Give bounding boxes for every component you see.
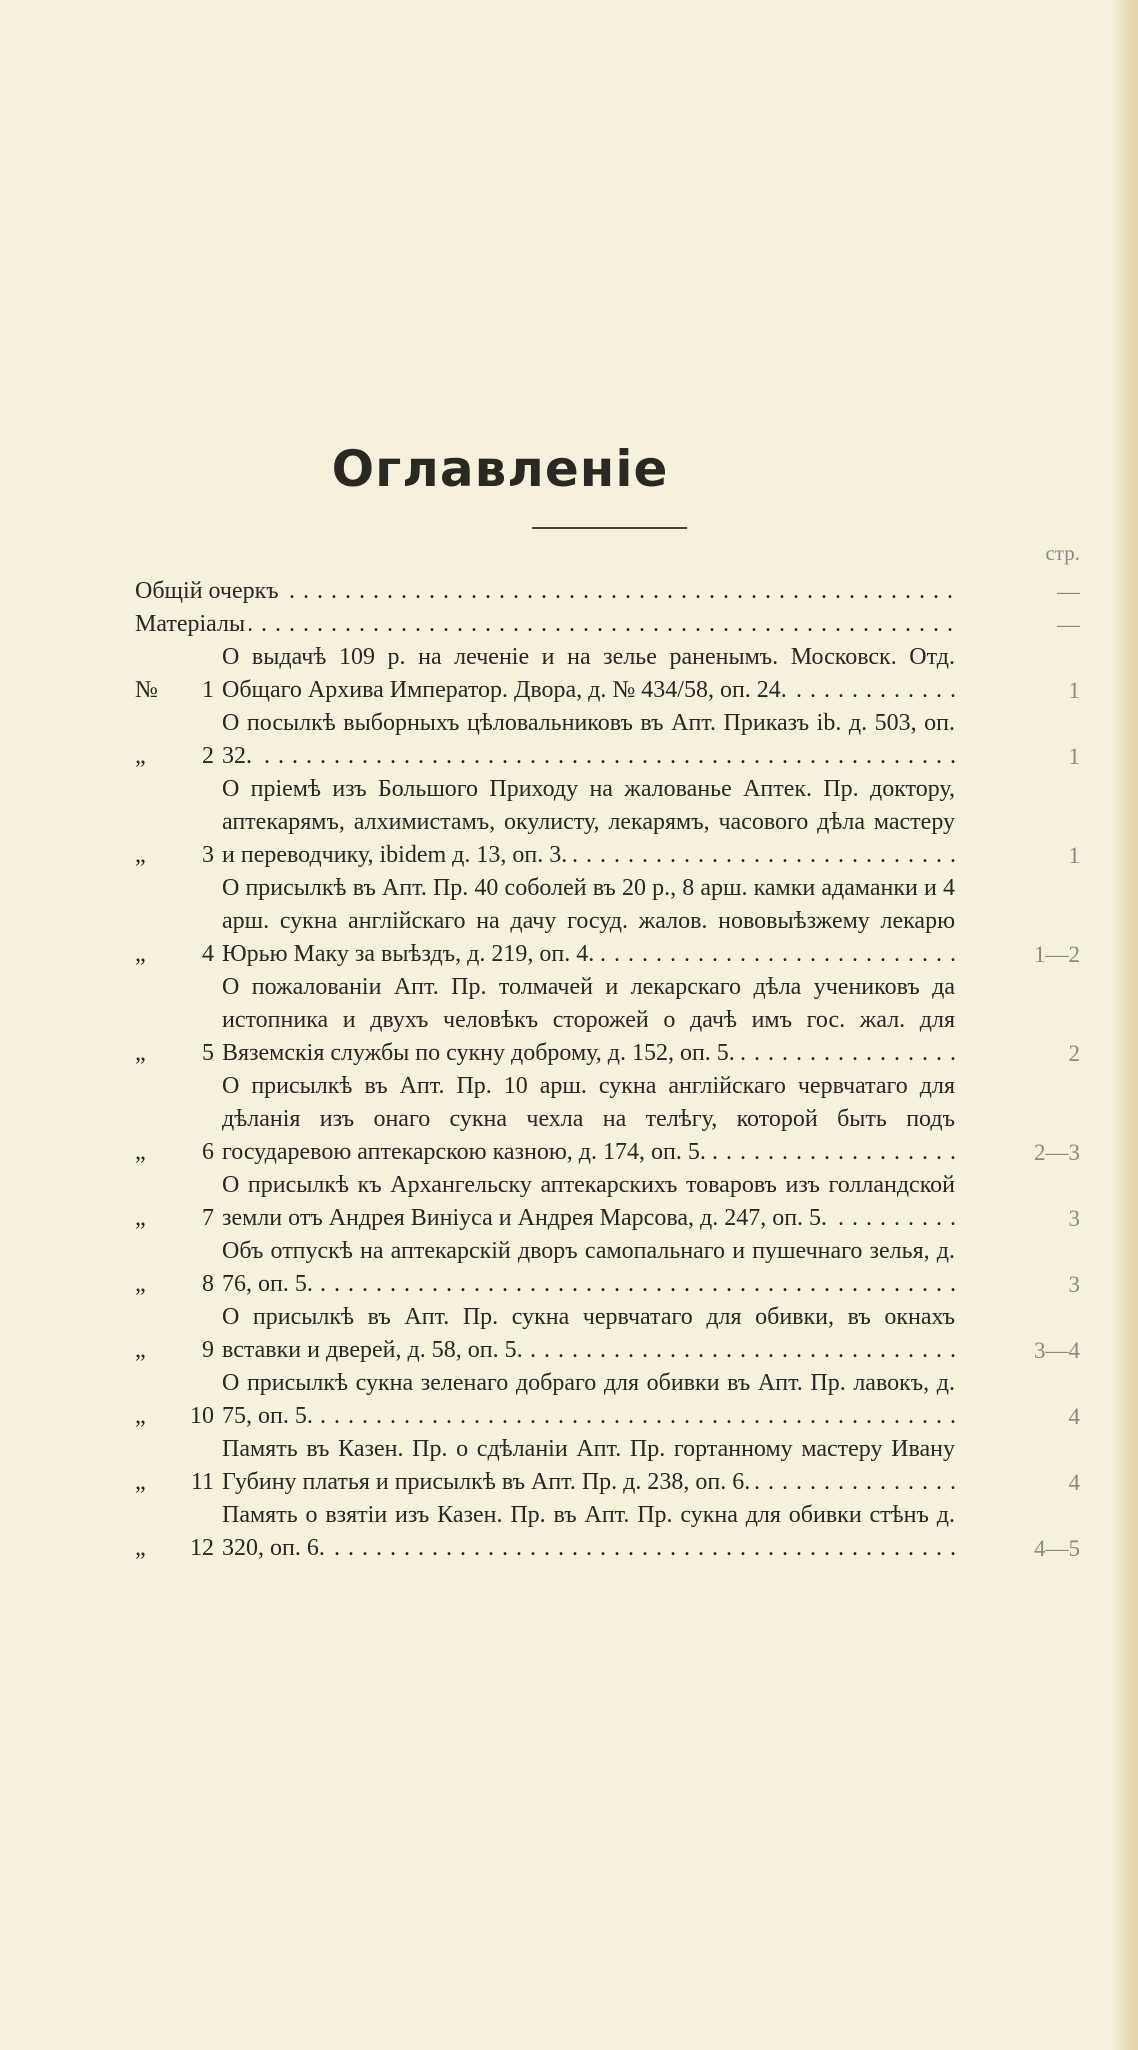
toc-entry-text: Память въ Казен. Пр. о сдѣланіи Апт. Пр. гортанному мастеру Ивану Губину платья и присылкѣ въ Апт. Пр. д. 238, оп. 6. [222,1436,955,1495]
toc-entry-number: 4 [202,941,214,967]
toc-entry-text: О присылкѣ въ Апт. Пр. сукна червчатаго для обивки, въ окнахъ вставки и дверей, д. 58, оп. 5. [222,1304,955,1363]
toc-entry-number: 12 [190,1535,214,1561]
toc-entry-prefix: „ [135,1271,146,1297]
toc-entry-number: 10 [190,1403,214,1429]
toc-entry-prefix: „ [135,1403,146,1429]
page-edge [1112,0,1138,2050]
toc-entry-number: 2 [202,743,214,769]
toc-entry-page: 4 [1068,1470,1080,1495]
toc-entry-page: 3 [1068,1206,1080,1231]
toc-entry-prefix: „ [135,1469,146,1495]
toc-entry-text: О пожалованіи Апт. Пр. толмачей и лекарскаго дѣла учениковъ да истопника и двухъ человѣкъ сторожей о дачѣ имъ гос. жал. для Вяземскія службы по сукну доброму, д. 152, оп. 5. [222,974,955,1066]
toc-entry [135,1235,1080,1301]
toc-entry-text: О присылкѣ въ Апт. Пр. 10 арш. сукна англійскаго червчатаго для дѣланія изъ онаго сукна чехла на телѣгу, которой быть подъ государевою аптекарскою казною, д. 174, оп. 5. [222,1073,955,1165]
toc-entry-prefix: „ [135,1535,146,1561]
toc-entry [135,608,1080,641]
toc-entry-prefix: „ [135,1040,146,1066]
toc-entry [135,1070,1080,1169]
toc-entry-number: 5 [202,1040,214,1066]
toc-entry [135,872,1080,971]
toc-entry [135,575,1080,608]
toc-entry [135,641,1080,707]
toc-entry-prefix: „ [135,743,146,769]
toc-entry-page: — [1057,579,1080,604]
toc-entry [135,1433,1080,1499]
toc-entry-prefix: „ [135,1205,146,1231]
toc-entry-page: 2 [1068,1041,1080,1066]
page-title: Оглавленіе [331,440,669,498]
toc-entry-text: Объ отпускѣ на аптекарскій дворъ самопальнаго и пушечнаго зелья, д. 76, оп. 5. [222,1238,955,1297]
toc-entry [135,1169,1080,1235]
toc-entry-page: — [1057,612,1080,637]
toc-entry-prefix: № [135,677,158,703]
toc-entry-page: 4 [1068,1404,1080,1429]
toc-entry-text: О присылкѣ въ Апт. Пр. 40 соболей въ 20 р., 8 арш. камки адаманки и 4 арш. сукна англійскаго на дачу госуд. жалов. нововыѣзжему лекарю Юрью Маку за выѣздъ, д. 219, оп. 4. [222,875,955,967]
toc-entry-number: 6 [202,1139,214,1165]
toc-entry-prefix: „ [135,1139,146,1165]
toc-entry-page: 2—3 [1034,1140,1080,1165]
toc-entry [135,773,1080,872]
toc-entry-page: 3—4 [1034,1338,1080,1363]
toc-entry-number: 3 [202,842,214,868]
toc-entry-page: 1 [1068,843,1080,868]
toc-entry-page: 3 [1068,1272,1080,1297]
toc-entry [135,1367,1080,1433]
toc-entry-text: О выдачѣ 109 р. на леченіе и на зелье раненымъ. Московск. Отд. Общаго Архива Император. Двора, д. № 434/58, оп. 24. [222,644,955,703]
toc-entry [135,1301,1080,1367]
toc-entry-prefix: „ [135,941,146,967]
toc-entry-text: О посылкѣ выборныхъ цѣловальниковъ въ Апт. Приказъ ib. д. 503, оп. 32. [222,710,955,769]
toc-entry [135,707,1080,773]
toc-entry-number: 7 [202,1205,214,1231]
table-of-contents [135,575,1080,1565]
toc-entry-number: 9 [202,1337,214,1363]
toc-entry-page: 1 [1068,744,1080,769]
title-rule [532,527,687,529]
toc-entry [135,1499,1080,1565]
toc-entry-text: О присылкѣ сукна зеленаго добраго для обивки въ Апт. Пр. лавокъ, д. 75, оп. 5. [222,1370,955,1429]
toc-entry-prefix: „ [135,842,146,868]
page-column-header: стр. [1045,541,1080,565]
toc-entry-number: 1 [202,677,214,703]
toc-entry-text: Общій очеркъ [135,578,283,604]
toc-entry [135,971,1080,1070]
toc-entry-text: О присылкѣ къ Архангельску аптекарскихъ товаровъ изъ голландской земли отъ Андрея Виніуса и Андрея Марсова, д. 247, оп. 5. [222,1172,955,1231]
toc-entry-number: 8 [202,1271,214,1297]
toc-entry-text: Матеріалы [135,611,249,637]
toc-entry-prefix: „ [135,1337,146,1363]
toc-entry-number: 11 [190,1469,214,1495]
toc-entry-page: 1 [1068,678,1080,703]
toc-entry-text: О пріемѣ изъ Большого Приходу на жалованье Аптек. Пр. доктору, аптекарямъ, алхимистамъ, окулисту, лекарямъ, часового дѣла мастеру и переводчику, ibidem д. 13, оп. 3. [222,776,955,868]
toc-entry-page: 1—2 [1034,942,1080,967]
toc-entry-page: 4—5 [1034,1536,1080,1561]
toc-entry-text: Память о взятіи изъ Казен. Пр. въ Апт. Пр. сукна для обивки стѣнъ д. 320, оп. 6. [222,1502,955,1561]
